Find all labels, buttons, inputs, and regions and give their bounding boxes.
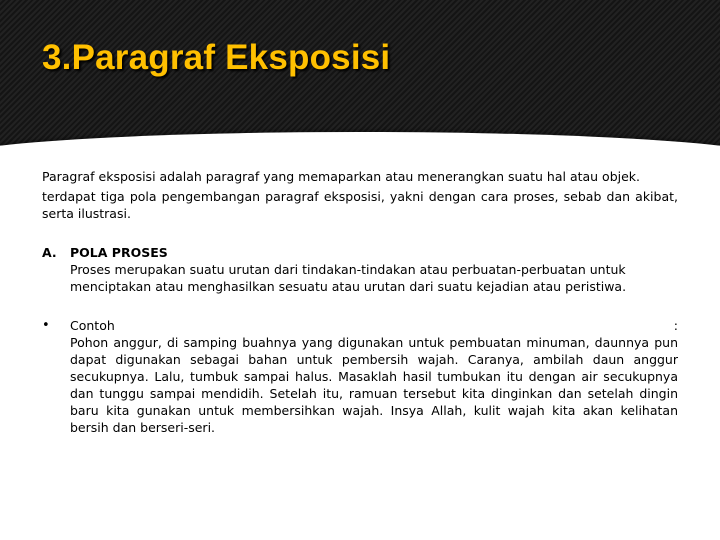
section-body [70,244,678,295]
section-heading: POLA PROSES [70,245,168,260]
slide-header [0,0,720,160]
section-pola-proses [42,244,678,295]
bullet-icon: • [42,318,50,333]
slide-title: 3.Paragraf Eksposisi [42,38,391,77]
example-body [70,317,678,436]
example-text: Pohon anggur, di samping buahnya yang digunakan untuk pembuatan minuman, daunnya pun dapat digunakan sebagai bahan untuk pembersih wajah. Caranya, ambilah daun anggur secukupnya. Lalu, tumbuk sampai halus. Masaklah hasil tumbukan itu dengan air secukupnya dan tunggu sampai mendidih. Setelah itu, ramuan tersebut kita dinginkan dan setelah dingin baru kita gunakan untuk membersihkan wajah. Insya Allah, kulit wajah kita akan kelihatan bersih dan berseri-seri. [70,335,678,435]
example-label: Contoh [70,318,115,333]
header-curve-divider [0,132,720,160]
example-colon: : [673,318,678,333]
slide-content [42,168,678,436]
example-label-line [70,317,678,334]
intro-paragraph: Paragraf eksposisi adalah paragraf yang memaparkan atau menerangkan suatu hal atau objek. [42,169,641,184]
section-text: Proses merupakan suatu urutan dari tindakan-tindakan atau perbuatan-perbuatan untuk menciptakan atau menghasilkan sesuatu atau urutan dari suatu kejadian atau peristiwa. [70,262,627,294]
example-item [42,317,678,436]
methods-paragraph: terdapat tiga pola pengembangan paragraf eksposisi, yakni dengan cara proses, sebab dan akibat, serta ilustrasi. [42,189,678,221]
section-marker: A. [42,245,57,260]
